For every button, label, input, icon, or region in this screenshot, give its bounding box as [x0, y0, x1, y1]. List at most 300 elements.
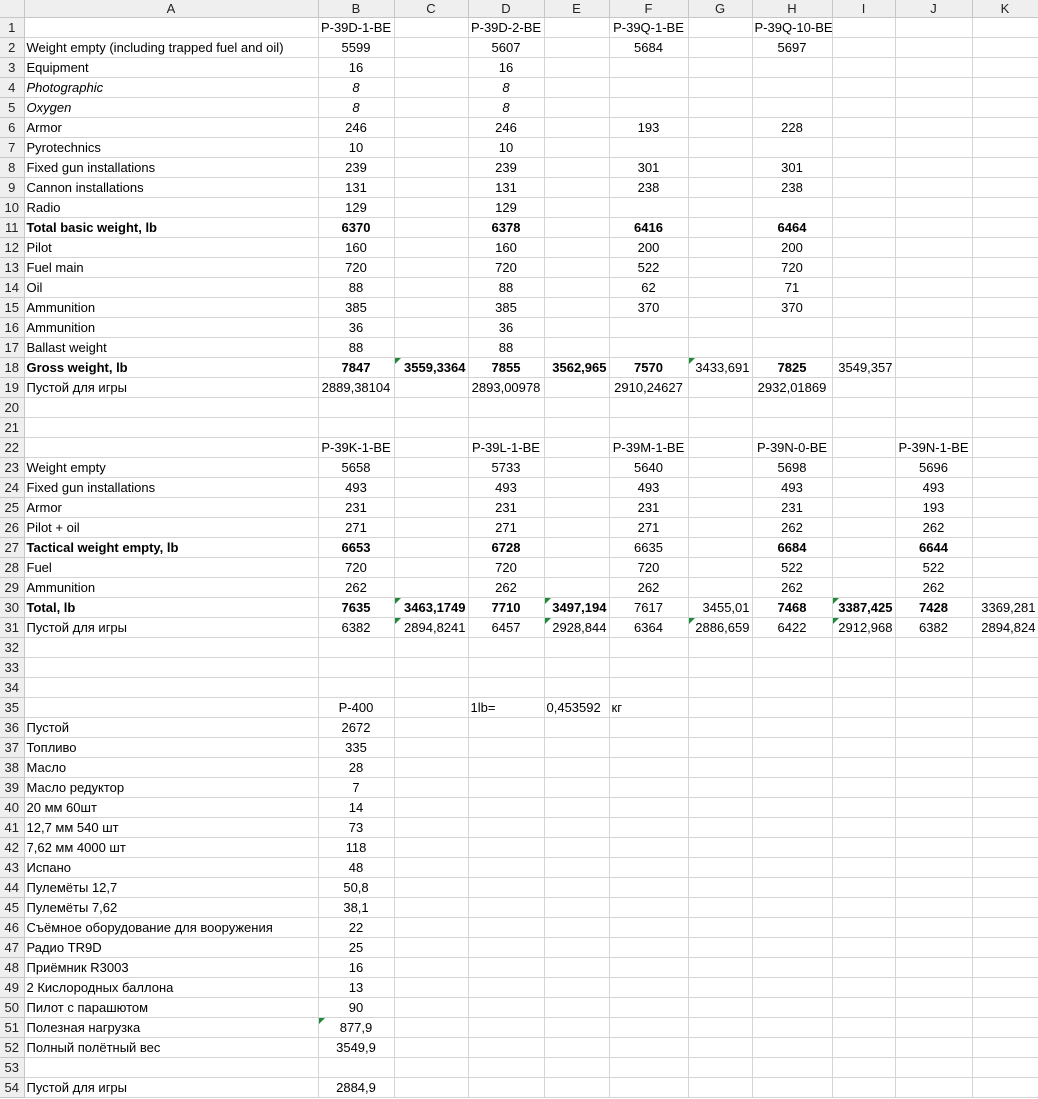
- cell-d8[interactable]: 239: [468, 158, 544, 178]
- cell-f35[interactable]: кг: [609, 698, 688, 718]
- cell-a5[interactable]: Oxygen: [24, 98, 318, 118]
- cell-g34[interactable]: [688, 678, 752, 698]
- cell-f24[interactable]: 493: [609, 478, 688, 498]
- row-header[interactable]: 31: [0, 618, 24, 638]
- cell-h45[interactable]: [752, 898, 832, 918]
- cell-e50[interactable]: [544, 998, 609, 1018]
- cell-f30[interactable]: 7617: [609, 598, 688, 618]
- cell-b20[interactable]: [318, 398, 394, 418]
- cell-a29[interactable]: Ammunition: [24, 578, 318, 598]
- cell-b53[interactable]: [318, 1058, 394, 1078]
- cell-g24[interactable]: [688, 478, 752, 498]
- cell-a43[interactable]: Испано: [24, 858, 318, 878]
- cell-e42[interactable]: [544, 838, 609, 858]
- cell-e34[interactable]: [544, 678, 609, 698]
- cell-d14[interactable]: 88: [468, 278, 544, 298]
- cell-d43[interactable]: [468, 858, 544, 878]
- cell-i19[interactable]: [832, 378, 895, 398]
- cell-k36[interactable]: [972, 718, 1038, 738]
- row-header[interactable]: 51: [0, 1018, 24, 1038]
- row-header[interactable]: 21: [0, 418, 24, 438]
- row-header[interactable]: 34: [0, 678, 24, 698]
- cell-f27[interactable]: 6635: [609, 538, 688, 558]
- cell-g46[interactable]: [688, 918, 752, 938]
- cell-j25[interactable]: 193: [895, 498, 972, 518]
- cell-e47[interactable]: [544, 938, 609, 958]
- cell-j43[interactable]: [895, 858, 972, 878]
- cell-e15[interactable]: [544, 298, 609, 318]
- cell-a8[interactable]: Fixed gun installations: [24, 158, 318, 178]
- cell-c44[interactable]: [394, 878, 468, 898]
- cell-k11[interactable]: [972, 218, 1038, 238]
- cell-e2[interactable]: [544, 38, 609, 58]
- cell-i3[interactable]: [832, 58, 895, 78]
- row-header[interactable]: 50: [0, 998, 24, 1018]
- cell-j19[interactable]: [895, 378, 972, 398]
- cell-g22[interactable]: [688, 438, 752, 458]
- cell-i44[interactable]: [832, 878, 895, 898]
- cell-a3[interactable]: Equipment: [24, 58, 318, 78]
- cell-k54[interactable]: [972, 1078, 1038, 1098]
- cell-b33[interactable]: [318, 658, 394, 678]
- cell-k24[interactable]: [972, 478, 1038, 498]
- cell-i20[interactable]: [832, 398, 895, 418]
- cell-c34[interactable]: [394, 678, 468, 698]
- cell-g52[interactable]: [688, 1038, 752, 1058]
- cell-h49[interactable]: [752, 978, 832, 998]
- cell-g13[interactable]: [688, 258, 752, 278]
- cell-k2[interactable]: [972, 38, 1038, 58]
- cell-f52[interactable]: [609, 1038, 688, 1058]
- cell-a30[interactable]: Total, lb: [24, 598, 318, 618]
- cell-j38[interactable]: [895, 758, 972, 778]
- cell-f36[interactable]: [609, 718, 688, 738]
- cell-i12[interactable]: [832, 238, 895, 258]
- cell-c40[interactable]: [394, 798, 468, 818]
- cell-i52[interactable]: [832, 1038, 895, 1058]
- cell-f54[interactable]: [609, 1078, 688, 1098]
- row-header[interactable]: 1: [0, 18, 24, 38]
- cell-g16[interactable]: [688, 318, 752, 338]
- cell-j3[interactable]: [895, 58, 972, 78]
- cell-h22[interactable]: P-39N-0-BE: [752, 438, 832, 458]
- cell-c1[interactable]: [394, 18, 468, 38]
- cell-k48[interactable]: [972, 958, 1038, 978]
- cell-g38[interactable]: [688, 758, 752, 778]
- cell-c3[interactable]: [394, 58, 468, 78]
- cell-a50[interactable]: Пилот с парашютом: [24, 998, 318, 1018]
- cell-b27[interactable]: 6653: [318, 538, 394, 558]
- cell-d22[interactable]: P-39L-1-BE: [468, 438, 544, 458]
- row-header[interactable]: 45: [0, 898, 24, 918]
- cell-g48[interactable]: [688, 958, 752, 978]
- row-header[interactable]: 22: [0, 438, 24, 458]
- cell-j37[interactable]: [895, 738, 972, 758]
- cell-k53[interactable]: [972, 1058, 1038, 1078]
- cell-a51[interactable]: Полезная нагрузка: [24, 1018, 318, 1038]
- cell-f38[interactable]: [609, 758, 688, 778]
- cell-d33[interactable]: [468, 658, 544, 678]
- cell-d45[interactable]: [468, 898, 544, 918]
- cell-d48[interactable]: [468, 958, 544, 978]
- cell-c51[interactable]: [394, 1018, 468, 1038]
- cell-g1[interactable]: [688, 18, 752, 38]
- cell-a20[interactable]: [24, 398, 318, 418]
- row-header[interactable]: 53: [0, 1058, 24, 1078]
- cell-h24[interactable]: 493: [752, 478, 832, 498]
- cell-a26[interactable]: Pilot + oil: [24, 518, 318, 538]
- cell-a49[interactable]: 2 Кислородных баллона: [24, 978, 318, 998]
- row-header[interactable]: 2: [0, 38, 24, 58]
- cell-e35[interactable]: 0,453592: [544, 698, 609, 718]
- cell-g50[interactable]: [688, 998, 752, 1018]
- cell-c12[interactable]: [394, 238, 468, 258]
- column-header-d[interactable]: D: [468, 0, 544, 18]
- cell-d32[interactable]: [468, 638, 544, 658]
- cell-j4[interactable]: [895, 78, 972, 98]
- cell-e48[interactable]: [544, 958, 609, 978]
- cell-a24[interactable]: Fixed gun installations: [24, 478, 318, 498]
- cell-a48[interactable]: Приёмник R3003: [24, 958, 318, 978]
- cell-i37[interactable]: [832, 738, 895, 758]
- row-header[interactable]: 9: [0, 178, 24, 198]
- cell-b31[interactable]: 6382: [318, 618, 394, 638]
- cell-d39[interactable]: [468, 778, 544, 798]
- cell-g42[interactable]: [688, 838, 752, 858]
- cell-h32[interactable]: [752, 638, 832, 658]
- cell-b14[interactable]: 88: [318, 278, 394, 298]
- cell-h25[interactable]: 231: [752, 498, 832, 518]
- cell-j34[interactable]: [895, 678, 972, 698]
- cell-a4[interactable]: Photographic: [24, 78, 318, 98]
- cell-f6[interactable]: 193: [609, 118, 688, 138]
- cell-a53[interactable]: [24, 1058, 318, 1078]
- cell-j29[interactable]: 262: [895, 578, 972, 598]
- cell-e29[interactable]: [544, 578, 609, 598]
- cell-i49[interactable]: [832, 978, 895, 998]
- cell-j27[interactable]: 6644: [895, 538, 972, 558]
- row-header[interactable]: 39: [0, 778, 24, 798]
- cell-f21[interactable]: [609, 418, 688, 438]
- cell-f32[interactable]: [609, 638, 688, 658]
- cell-c54[interactable]: [394, 1078, 468, 1098]
- cell-k45[interactable]: [972, 898, 1038, 918]
- cell-b50[interactable]: 90: [318, 998, 394, 1018]
- cell-b21[interactable]: [318, 418, 394, 438]
- cell-h4[interactable]: [752, 78, 832, 98]
- cell-f43[interactable]: [609, 858, 688, 878]
- cell-i18[interactable]: 3549,357: [832, 358, 895, 378]
- cell-b30[interactable]: 7635: [318, 598, 394, 618]
- cell-b42[interactable]: 118: [318, 838, 394, 858]
- cell-j50[interactable]: [895, 998, 972, 1018]
- cell-a36[interactable]: Пустой: [24, 718, 318, 738]
- cell-i31[interactable]: 2912,968: [832, 618, 895, 638]
- cell-e44[interactable]: [544, 878, 609, 898]
- cell-a16[interactable]: Ammunition: [24, 318, 318, 338]
- cell-e19[interactable]: [544, 378, 609, 398]
- row-header[interactable]: 36: [0, 718, 24, 738]
- cell-f14[interactable]: 62: [609, 278, 688, 298]
- cell-e5[interactable]: [544, 98, 609, 118]
- cell-i35[interactable]: [832, 698, 895, 718]
- cell-c2[interactable]: [394, 38, 468, 58]
- cell-i45[interactable]: [832, 898, 895, 918]
- cell-k14[interactable]: [972, 278, 1038, 298]
- cell-b54[interactable]: 2884,9: [318, 1078, 394, 1098]
- cell-c33[interactable]: [394, 658, 468, 678]
- cell-i13[interactable]: [832, 258, 895, 278]
- row-header[interactable]: 8: [0, 158, 24, 178]
- cell-f31[interactable]: 6364: [609, 618, 688, 638]
- cell-a23[interactable]: Weight empty: [24, 458, 318, 478]
- cell-b51[interactable]: 877,9: [318, 1018, 394, 1038]
- cell-a18[interactable]: Gross weight, lb: [24, 358, 318, 378]
- cell-f51[interactable]: [609, 1018, 688, 1038]
- cell-a34[interactable]: [24, 678, 318, 698]
- cell-h28[interactable]: 522: [752, 558, 832, 578]
- cell-a41[interactable]: 12,7 мм 540 шт: [24, 818, 318, 838]
- cell-a6[interactable]: Armor: [24, 118, 318, 138]
- cell-i51[interactable]: [832, 1018, 895, 1038]
- cell-a11[interactable]: Total basic weight, lb: [24, 218, 318, 238]
- cell-f44[interactable]: [609, 878, 688, 898]
- cell-g28[interactable]: [688, 558, 752, 578]
- cell-i1[interactable]: [832, 18, 895, 38]
- cell-i26[interactable]: [832, 518, 895, 538]
- cell-b25[interactable]: 231: [318, 498, 394, 518]
- cell-f25[interactable]: 231: [609, 498, 688, 518]
- cell-d53[interactable]: [468, 1058, 544, 1078]
- cell-i28[interactable]: [832, 558, 895, 578]
- cell-d44[interactable]: [468, 878, 544, 898]
- cell-g32[interactable]: [688, 638, 752, 658]
- cell-d13[interactable]: 720: [468, 258, 544, 278]
- cell-i32[interactable]: [832, 638, 895, 658]
- cell-i25[interactable]: [832, 498, 895, 518]
- cell-f48[interactable]: [609, 958, 688, 978]
- cell-i10[interactable]: [832, 198, 895, 218]
- row-header[interactable]: 38: [0, 758, 24, 778]
- cell-i46[interactable]: [832, 918, 895, 938]
- cell-c9[interactable]: [394, 178, 468, 198]
- cell-b10[interactable]: 129: [318, 198, 394, 218]
- cell-a2[interactable]: Weight empty (including trapped fuel and oil): [24, 38, 318, 58]
- cell-f8[interactable]: 301: [609, 158, 688, 178]
- cell-f20[interactable]: [609, 398, 688, 418]
- cell-c41[interactable]: [394, 818, 468, 838]
- cell-e25[interactable]: [544, 498, 609, 518]
- row-header[interactable]: 14: [0, 278, 24, 298]
- cell-b5[interactable]: 8: [318, 98, 394, 118]
- cell-b40[interactable]: 14: [318, 798, 394, 818]
- row-header[interactable]: 42: [0, 838, 24, 858]
- cell-e7[interactable]: [544, 138, 609, 158]
- cell-a15[interactable]: Ammunition: [24, 298, 318, 318]
- cell-j18[interactable]: [895, 358, 972, 378]
- cell-g53[interactable]: [688, 1058, 752, 1078]
- cell-b19[interactable]: 2889,38104: [318, 378, 394, 398]
- row-header[interactable]: 13: [0, 258, 24, 278]
- cell-k21[interactable]: [972, 418, 1038, 438]
- row-header[interactable]: 15: [0, 298, 24, 318]
- cell-j22[interactable]: P-39N-1-BE: [895, 438, 972, 458]
- cell-a13[interactable]: Fuel main: [24, 258, 318, 278]
- cell-d31[interactable]: 6457: [468, 618, 544, 638]
- cell-d34[interactable]: [468, 678, 544, 698]
- cell-h36[interactable]: [752, 718, 832, 738]
- cell-i23[interactable]: [832, 458, 895, 478]
- cell-k46[interactable]: [972, 918, 1038, 938]
- cell-b7[interactable]: 10: [318, 138, 394, 158]
- cell-c16[interactable]: [394, 318, 468, 338]
- cell-k9[interactable]: [972, 178, 1038, 198]
- cell-f45[interactable]: [609, 898, 688, 918]
- cell-h34[interactable]: [752, 678, 832, 698]
- cell-k26[interactable]: [972, 518, 1038, 538]
- cell-g27[interactable]: [688, 538, 752, 558]
- cell-j15[interactable]: [895, 298, 972, 318]
- cell-f10[interactable]: [609, 198, 688, 218]
- cell-k47[interactable]: [972, 938, 1038, 958]
- cell-h15[interactable]: 370: [752, 298, 832, 318]
- cell-d49[interactable]: [468, 978, 544, 998]
- cell-b52[interactable]: 3549,9: [318, 1038, 394, 1058]
- cell-b13[interactable]: 720: [318, 258, 394, 278]
- cell-a37[interactable]: Топливо: [24, 738, 318, 758]
- cell-a33[interactable]: [24, 658, 318, 678]
- cell-g25[interactable]: [688, 498, 752, 518]
- cell-e31[interactable]: 2928,844: [544, 618, 609, 638]
- row-header[interactable]: 4: [0, 78, 24, 98]
- cell-h6[interactable]: 228: [752, 118, 832, 138]
- column-header-b[interactable]: B: [318, 0, 394, 18]
- cell-k12[interactable]: [972, 238, 1038, 258]
- cell-h26[interactable]: 262: [752, 518, 832, 538]
- cell-k37[interactable]: [972, 738, 1038, 758]
- cell-j7[interactable]: [895, 138, 972, 158]
- cell-c36[interactable]: [394, 718, 468, 738]
- cell-g29[interactable]: [688, 578, 752, 598]
- select-all-corner[interactable]: [0, 0, 24, 18]
- cell-j31[interactable]: 6382: [895, 618, 972, 638]
- cell-f11[interactable]: 6416: [609, 218, 688, 238]
- cell-c25[interactable]: [394, 498, 468, 518]
- cell-c37[interactable]: [394, 738, 468, 758]
- row-header[interactable]: 11: [0, 218, 24, 238]
- cell-j40[interactable]: [895, 798, 972, 818]
- cell-c24[interactable]: [394, 478, 468, 498]
- cell-j5[interactable]: [895, 98, 972, 118]
- cell-c22[interactable]: [394, 438, 468, 458]
- row-header[interactable]: 20: [0, 398, 24, 418]
- cell-g43[interactable]: [688, 858, 752, 878]
- cell-b37[interactable]: 335: [318, 738, 394, 758]
- cell-c19[interactable]: [394, 378, 468, 398]
- cell-j24[interactable]: 493: [895, 478, 972, 498]
- cell-h41[interactable]: [752, 818, 832, 838]
- cell-h47[interactable]: [752, 938, 832, 958]
- cell-e43[interactable]: [544, 858, 609, 878]
- cell-a32[interactable]: [24, 638, 318, 658]
- cell-a54[interactable]: Пустой для игры: [24, 1078, 318, 1098]
- column-header-i[interactable]: I: [832, 0, 895, 18]
- cell-k40[interactable]: [972, 798, 1038, 818]
- cell-h3[interactable]: [752, 58, 832, 78]
- cell-f37[interactable]: [609, 738, 688, 758]
- cell-h40[interactable]: [752, 798, 832, 818]
- cell-k19[interactable]: [972, 378, 1038, 398]
- cell-e52[interactable]: [544, 1038, 609, 1058]
- cell-j30[interactable]: 7428: [895, 598, 972, 618]
- cell-c20[interactable]: [394, 398, 468, 418]
- cell-j11[interactable]: [895, 218, 972, 238]
- cell-k34[interactable]: [972, 678, 1038, 698]
- cell-b46[interactable]: 22: [318, 918, 394, 938]
- row-header[interactable]: 19: [0, 378, 24, 398]
- cell-k38[interactable]: [972, 758, 1038, 778]
- cell-i54[interactable]: [832, 1078, 895, 1098]
- cell-e3[interactable]: [544, 58, 609, 78]
- cell-d17[interactable]: 88: [468, 338, 544, 358]
- cell-j21[interactable]: [895, 418, 972, 438]
- cell-c15[interactable]: [394, 298, 468, 318]
- cell-a7[interactable]: Pyrotechnics: [24, 138, 318, 158]
- cell-f42[interactable]: [609, 838, 688, 858]
- cell-i36[interactable]: [832, 718, 895, 738]
- cell-k1[interactable]: [972, 18, 1038, 38]
- cell-h5[interactable]: [752, 98, 832, 118]
- cell-c50[interactable]: [394, 998, 468, 1018]
- cell-j33[interactable]: [895, 658, 972, 678]
- cell-d1[interactable]: P-39D-2-BE: [468, 18, 544, 38]
- row-header[interactable]: 47: [0, 938, 24, 958]
- cell-i43[interactable]: [832, 858, 895, 878]
- cell-g15[interactable]: [688, 298, 752, 318]
- cell-h38[interactable]: [752, 758, 832, 778]
- cell-k23[interactable]: [972, 458, 1038, 478]
- row-header[interactable]: 25: [0, 498, 24, 518]
- cell-j39[interactable]: [895, 778, 972, 798]
- cell-b2[interactable]: 5599: [318, 38, 394, 58]
- cell-e4[interactable]: [544, 78, 609, 98]
- cell-j52[interactable]: [895, 1038, 972, 1058]
- cell-b8[interactable]: 239: [318, 158, 394, 178]
- cell-g37[interactable]: [688, 738, 752, 758]
- cell-e12[interactable]: [544, 238, 609, 258]
- cell-h7[interactable]: [752, 138, 832, 158]
- cell-b48[interactable]: 16: [318, 958, 394, 978]
- row-header[interactable]: 46: [0, 918, 24, 938]
- cell-b41[interactable]: 73: [318, 818, 394, 838]
- cell-d23[interactable]: 5733: [468, 458, 544, 478]
- cell-a27[interactable]: Tactical weight empty, lb: [24, 538, 318, 558]
- cell-f53[interactable]: [609, 1058, 688, 1078]
- cell-f2[interactable]: 5684: [609, 38, 688, 58]
- cell-b4[interactable]: 8: [318, 78, 394, 98]
- cell-k25[interactable]: [972, 498, 1038, 518]
- cell-h23[interactable]: 5698: [752, 458, 832, 478]
- cell-k5[interactable]: [972, 98, 1038, 118]
- cell-j12[interactable]: [895, 238, 972, 258]
- row-header[interactable]: 6: [0, 118, 24, 138]
- cell-i41[interactable]: [832, 818, 895, 838]
- cell-d28[interactable]: 720: [468, 558, 544, 578]
- cell-e1[interactable]: [544, 18, 609, 38]
- cell-f18[interactable]: 7570: [609, 358, 688, 378]
- row-header[interactable]: 16: [0, 318, 24, 338]
- cell-d20[interactable]: [468, 398, 544, 418]
